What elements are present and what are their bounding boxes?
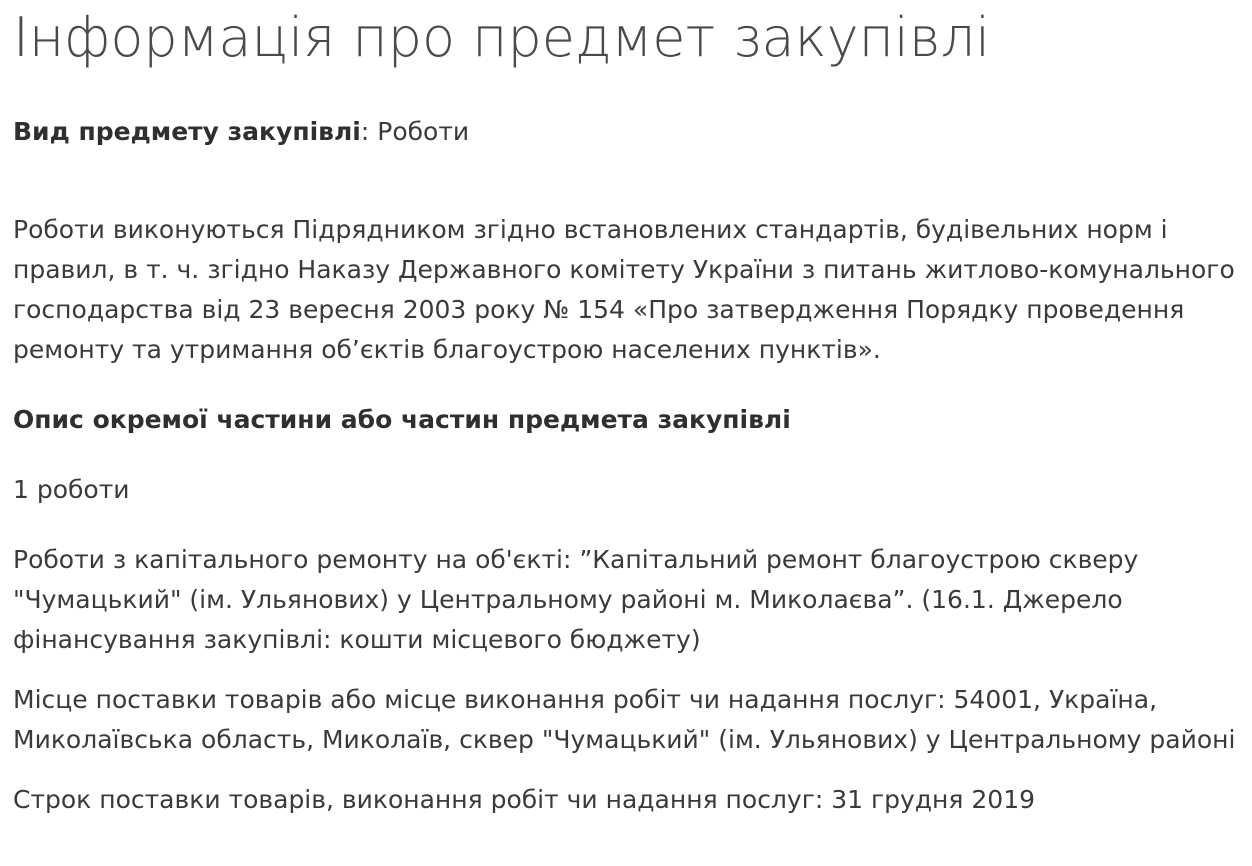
- delivery-place: Місце поставки товарів або місце виконання робіт чи надання послуг: 54001, Україна, Миколаївська область, Миколаїв, сквер "Чумацький" (ім. Ульянових) у Центральному районі: [13, 685, 1236, 754]
- procurement-type-row: [13, 112, 1240, 152]
- procurement-type-separator: :: [360, 117, 370, 146]
- lot-quantity: 1 роботи: [13, 475, 130, 504]
- procurement-description: Роботи виконуються Підрядником згідно встановлених стандартів, будівельних норм і правил, в т. ч. згідно Наказу Державного комітету України з питань житлово-комунального господарства від 23 вересня 2003 року № 154 «Про затвердження Порядку проведення ремонту та утримання об’єктів благоустрою населених пунктів».: [13, 215, 1235, 364]
- lot-description: Роботи з капітального ремонту на об'єкті: ”Капітальний ремонт благоустрою скверу "Чумацький" (ім. Ульянових) у Центральному районі м. Миколаєва”. (16.1. Джерело фінансування закупівлі: кошти місцевого бюджету): [13, 545, 1139, 654]
- delivery-term: Строк поставки товарів, виконання робіт чи надання послуг: 31 грудня 2019: [13, 785, 1036, 814]
- parts-heading: Опис окремої частини або частин предмета закупівлі: [13, 405, 791, 434]
- procurement-type-label: Вид предмету закупівлі: [13, 117, 361, 146]
- procurement-type-value: Роботи: [369, 117, 470, 146]
- page-title: Інформація про предмет закупівлі: [13, 6, 991, 69]
